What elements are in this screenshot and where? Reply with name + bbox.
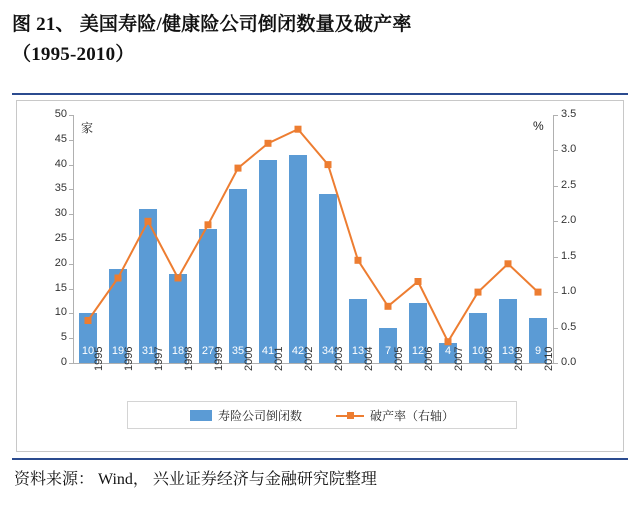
right-axis-tick-label: 3.0 bbox=[561, 143, 577, 156]
left-axis-tick-label: 40 bbox=[54, 157, 67, 170]
line-series bbox=[73, 115, 553, 363]
source-note: 资料来源： Wind， 兴业证券经济与金融研究院整理 bbox=[14, 471, 377, 488]
right-axis-tick-label: 2.5 bbox=[561, 178, 577, 191]
bar-value-label: 34 bbox=[321, 345, 335, 357]
line-marker bbox=[445, 338, 452, 345]
legend-bar-swatch bbox=[190, 410, 212, 421]
figure-title bbox=[12, 10, 628, 70]
line-marker bbox=[175, 275, 182, 282]
right-axis-tick-mark bbox=[554, 328, 558, 329]
figure-title-line1: 图 21、 美国寿险/健康险公司倒闭数量及破产率 bbox=[12, 14, 412, 35]
line-marker bbox=[505, 260, 512, 267]
divider-bottom bbox=[12, 458, 628, 460]
line-marker bbox=[385, 303, 392, 310]
legend-line-swatch bbox=[336, 410, 364, 421]
line-marker bbox=[355, 257, 362, 264]
bar-value-label: 9 bbox=[534, 345, 542, 357]
bar-value-label: 13 bbox=[351, 345, 365, 357]
line-marker bbox=[85, 317, 92, 324]
x-axis-tick-label: 2002 bbox=[303, 346, 315, 371]
line-marker bbox=[145, 218, 152, 225]
line-marker bbox=[415, 278, 422, 285]
x-axis-tick-label: 2007 bbox=[453, 346, 465, 371]
line-marker bbox=[235, 165, 242, 172]
left-axis-tick-label: 20 bbox=[54, 256, 67, 269]
x-axis-tick-label: 1999 bbox=[213, 346, 225, 371]
legend-item-bar bbox=[190, 407, 302, 424]
x-axis-tick-label: 2009 bbox=[513, 346, 525, 371]
bar-value-label: 35 bbox=[231, 345, 245, 357]
left-axis-tick-label: 25 bbox=[54, 232, 67, 244]
right-axis-tick-label: 1.5 bbox=[561, 249, 577, 262]
x-axis-tick-label: 2008 bbox=[483, 346, 495, 371]
line-marker bbox=[265, 140, 272, 147]
x-axis-tick-label: 1996 bbox=[123, 346, 135, 371]
left-axis-tick-label: 35 bbox=[54, 182, 67, 195]
x-axis-tick-label: 2001 bbox=[273, 346, 285, 371]
bar-value-label: 10 bbox=[81, 345, 95, 357]
chart-legend bbox=[127, 401, 517, 429]
right-axis-unit: % bbox=[533, 119, 544, 133]
line-path bbox=[88, 129, 538, 342]
x-axis-tick-label: 1997 bbox=[153, 346, 165, 371]
bar-value-label: 31 bbox=[141, 345, 155, 357]
bar-value-label: 12 bbox=[411, 345, 425, 357]
right-axis-tick-mark bbox=[554, 221, 558, 222]
right-axis-tick-mark bbox=[554, 257, 558, 258]
legend-item-line bbox=[336, 407, 454, 424]
x-axis-tick-label: 2004 bbox=[363, 346, 375, 371]
chart-container bbox=[16, 100, 624, 452]
right-axis-tick-mark bbox=[554, 292, 558, 293]
bar-value-label: 27 bbox=[201, 345, 215, 357]
line-marker bbox=[535, 289, 542, 296]
divider-top bbox=[12, 93, 628, 95]
right-axis-tick-label: 1.0 bbox=[561, 285, 577, 298]
right-axis-tick-label: 0.0 bbox=[561, 356, 577, 368]
left-axis-unit: 家 bbox=[81, 121, 94, 135]
right-axis-tick-label: 3.5 bbox=[561, 108, 577, 120]
x-axis-tick-label: 1998 bbox=[183, 346, 195, 371]
bar-value-label: 13 bbox=[501, 345, 515, 357]
legend-line-label: 破产率（右轴） bbox=[370, 408, 455, 423]
bar-value-label: 10 bbox=[471, 345, 485, 357]
right-axis-tick-mark bbox=[554, 115, 558, 116]
right-axis-tick-mark bbox=[554, 186, 558, 187]
left-axis-tick-label: 10 bbox=[54, 306, 67, 319]
line-marker bbox=[205, 221, 212, 228]
bar-value-label: 18 bbox=[171, 345, 185, 357]
left-axis-tick-label: 45 bbox=[54, 132, 67, 145]
right-axis-tick-mark bbox=[554, 150, 558, 151]
x-axis-tick-label: 1995 bbox=[93, 346, 105, 371]
left-axis-tick-label: 5 bbox=[60, 331, 67, 344]
left-axis-tick-label: 50 bbox=[54, 108, 67, 120]
bar-value-label: 42 bbox=[291, 345, 305, 357]
line-marker bbox=[475, 289, 482, 296]
line-marker bbox=[115, 275, 122, 282]
x-axis-tick-label: 2005 bbox=[393, 346, 405, 371]
right-axis-line bbox=[553, 115, 554, 363]
left-axis-tick-label: 30 bbox=[54, 207, 67, 220]
x-axis-tick-label: 2003 bbox=[333, 346, 345, 371]
x-axis-tick-label: 2000 bbox=[243, 346, 255, 371]
line-marker bbox=[295, 126, 302, 133]
bar-value-label: 19 bbox=[111, 345, 125, 357]
figure-title-line2: （1995-2010） bbox=[12, 44, 135, 65]
left-axis-tick-label: 15 bbox=[54, 281, 67, 294]
bar-value-label: 4 bbox=[444, 345, 452, 357]
line-marker bbox=[325, 161, 332, 168]
right-axis-tick-label: 0.5 bbox=[561, 320, 577, 333]
bar-value-label: 7 bbox=[384, 345, 392, 357]
x-axis-tick-label: 2010 bbox=[543, 346, 555, 371]
plot-area bbox=[73, 115, 553, 363]
right-axis-tick-label: 2.0 bbox=[561, 214, 577, 227]
legend-bar-label: 寿险公司倒闭数 bbox=[217, 408, 302, 423]
x-axis-tick-label: 2006 bbox=[423, 346, 435, 371]
left-axis-tick-label: 0 bbox=[60, 356, 67, 368]
bar-value-label: 41 bbox=[261, 345, 275, 357]
left-axis-tick-mark bbox=[69, 363, 73, 364]
